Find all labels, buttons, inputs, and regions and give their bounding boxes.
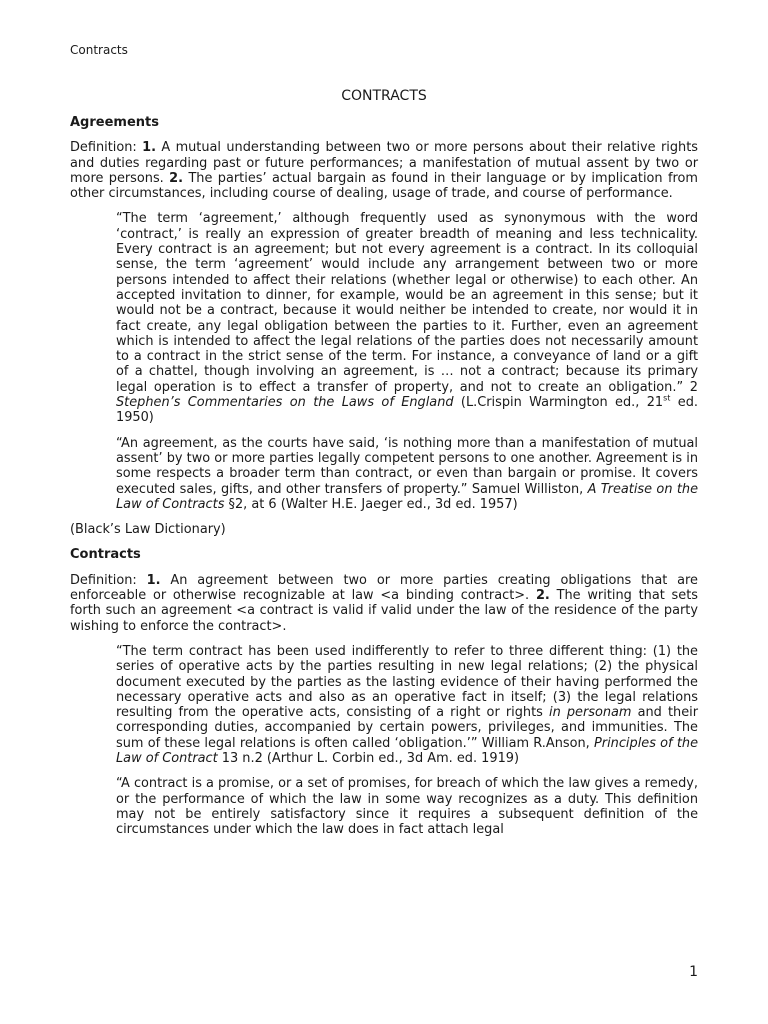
- citation-title: A Treatise on the Law of Contracts: [116, 481, 699, 512]
- page-number: 1: [689, 964, 698, 980]
- definition-number-1: 1.: [146, 572, 161, 588]
- citation-detail: 13 n.2 (Arthur L. Corbin ed., 3d Am. ed. 1919): [217, 750, 520, 766]
- contracts-definition: [70, 573, 698, 634]
- quote-text: “A contract is a promise, or a set of promises, for breach of which the law gives a remedy, or the performance of which the law in some way recognizes as a duty. This definition may not be entirely satisfactory since it requires a subsequent definition of the circumstances under which the law does in fact attach legal: [116, 776, 698, 838]
- contracts-quote-promise: [116, 776, 698, 837]
- document-body: [70, 115, 698, 847]
- definition-number-2: 2.: [535, 588, 550, 604]
- definition-label: Definition:: [70, 572, 137, 588]
- quote-text: “An agreement, as the courts have said, ‘is nothing more than a manifestation of mutual assent’ by two or more parties legally competent persons to one another. Agreement is in some respects a broader term than contract, or even than bargain or promise. It covers executed sales, gifts, and other transfers of property.”: [116, 435, 698, 497]
- citation-detail: §2, at 6 (Walter H.E. Jaeger ed., 3d ed. 1957): [224, 496, 518, 512]
- quote-text: “The term ‘agreement,’ although frequently used as synonymous with the word ‘contract,’ is really an expression of greater breadth of meaning and less technicality. Every contract is an agreement; but not every agreement is a contract. In its colloquial sense, the term ‘agreement’ would include any arrangement between two or more persons intended to affect their relations (whether legal or otherwise) to each other. An accepted invitation to dinner, for example, would be an agreement in this sense; but it would not be a contract, because it would neither be intended to create, nor would it in fact create, any legal obligation between the parties to it. Further, even an agreement which is intended to affect the legal relations of the parties does not necessarily amount to a contract in the strict sense of the term. For instance, a conveyance of land or a gift of a chattel, though involving an agreement, is … not a contract; because its primary legal operation is to effect a transfer of property, and not to create an obligation.”: [116, 211, 698, 395]
- source-attribution: (Black’s Law Dictionary): [70, 522, 226, 538]
- agreements-definition: [70, 140, 698, 201]
- citation-prefix: William R.Anson,: [477, 735, 595, 751]
- contracts-quote-anson: [116, 644, 698, 766]
- definition-label: Definition:: [70, 140, 137, 156]
- citation-title: Stephen’s Commentaries on the Laws of England: [116, 395, 454, 411]
- citation-prefix: 2: [683, 379, 698, 395]
- citation-end: ed. 1950): [116, 395, 699, 426]
- quote-text: “The term contract has been used indifferently to refer to three different thing: (1) the series of operative acts by the parties resulting in new legal relations; (2) the physical document executed by the parties as the lasting evidence of their having performed the necessary operative acts and also as an operative fact in itself; (3) the legal relations resulting from the operative acts, consisting of a right or rights: [116, 643, 698, 721]
- agreements-quote-stephen: [116, 211, 698, 425]
- citation-title: Principles of the Law of Contract: [116, 735, 698, 766]
- section-heading-agreements: Agreements: [70, 115, 159, 130]
- citation-detail: (L.Crispin Warmington ed., 21: [453, 395, 664, 411]
- definition-number-2: 2.: [169, 170, 184, 186]
- running-header: Contracts: [70, 43, 128, 57]
- definition-text-1: An agreement between two or more parties creating obligations that are enforceable or otherwise recognizable at law <a binding contract>.: [70, 572, 698, 604]
- section-heading-contracts: Contracts: [70, 547, 141, 563]
- definition-text-2: The parties’ actual bargain as found in their language or by implication from other circumstances, including course of dealing, usage of trade, and course of performance.: [70, 170, 698, 202]
- definition-text-2: The writing that sets forth such an agreement <a contract is valid if valid under the law of the residence of the party wishing to enforce the contract>.: [70, 588, 698, 634]
- quote-italic-term: in personam: [548, 705, 632, 721]
- definition-number-1: 1.: [142, 140, 157, 156]
- definition-text-1: A mutual understanding between two or more persons about their relative rights and duties regarding past or future performances; a manifestation of mutual assent by two or more persons.: [70, 140, 698, 186]
- document-title: CONTRACTS: [341, 88, 427, 104]
- agreements-quote-williston: [116, 436, 698, 512]
- citation-superscript: st: [663, 393, 671, 403]
- citation-prefix: Samuel Williston,: [467, 481, 588, 497]
- quote-text-continued: and their corresponding duties, accompanied by certain powers, privileges, and immunities. The sum of these legal relations is often called ‘obligation.’”: [116, 705, 699, 751]
